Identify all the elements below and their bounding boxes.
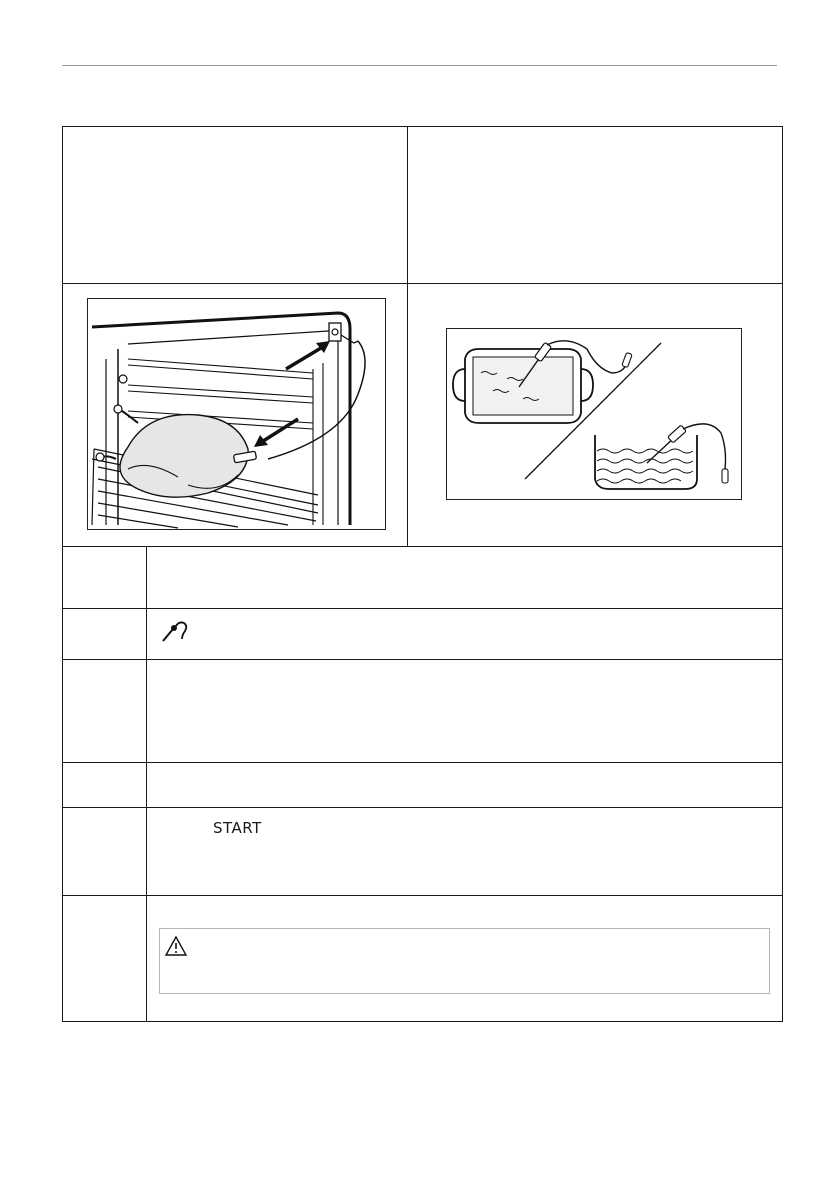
warning-box — [159, 928, 770, 994]
step-number — [63, 763, 147, 808]
step-content — [147, 896, 783, 1022]
illustration-cell-right — [408, 284, 783, 547]
step-content — [147, 609, 783, 660]
oven-probe-insertion-illustration — [87, 298, 386, 530]
warning-triangle-icon — [164, 935, 188, 963]
probe-in-dish-and-liquid-illustration — [446, 328, 742, 500]
step-number — [63, 808, 147, 896]
step-text — [147, 763, 783, 808]
header-divider — [62, 65, 777, 66]
intro-cell-left — [63, 127, 408, 284]
step-number — [63, 896, 147, 1022]
intro-cell-right — [408, 127, 783, 284]
start-label: START — [213, 819, 262, 837]
step-content — [147, 808, 783, 896]
illustration-cell-left — [63, 284, 408, 547]
instruction-table — [62, 126, 783, 1022]
core-temperature-probe-icon — [159, 619, 189, 649]
step-text — [147, 660, 783, 763]
step-number — [63, 660, 147, 763]
step-number — [63, 547, 147, 609]
step-number — [63, 609, 147, 660]
step-text — [147, 547, 783, 609]
